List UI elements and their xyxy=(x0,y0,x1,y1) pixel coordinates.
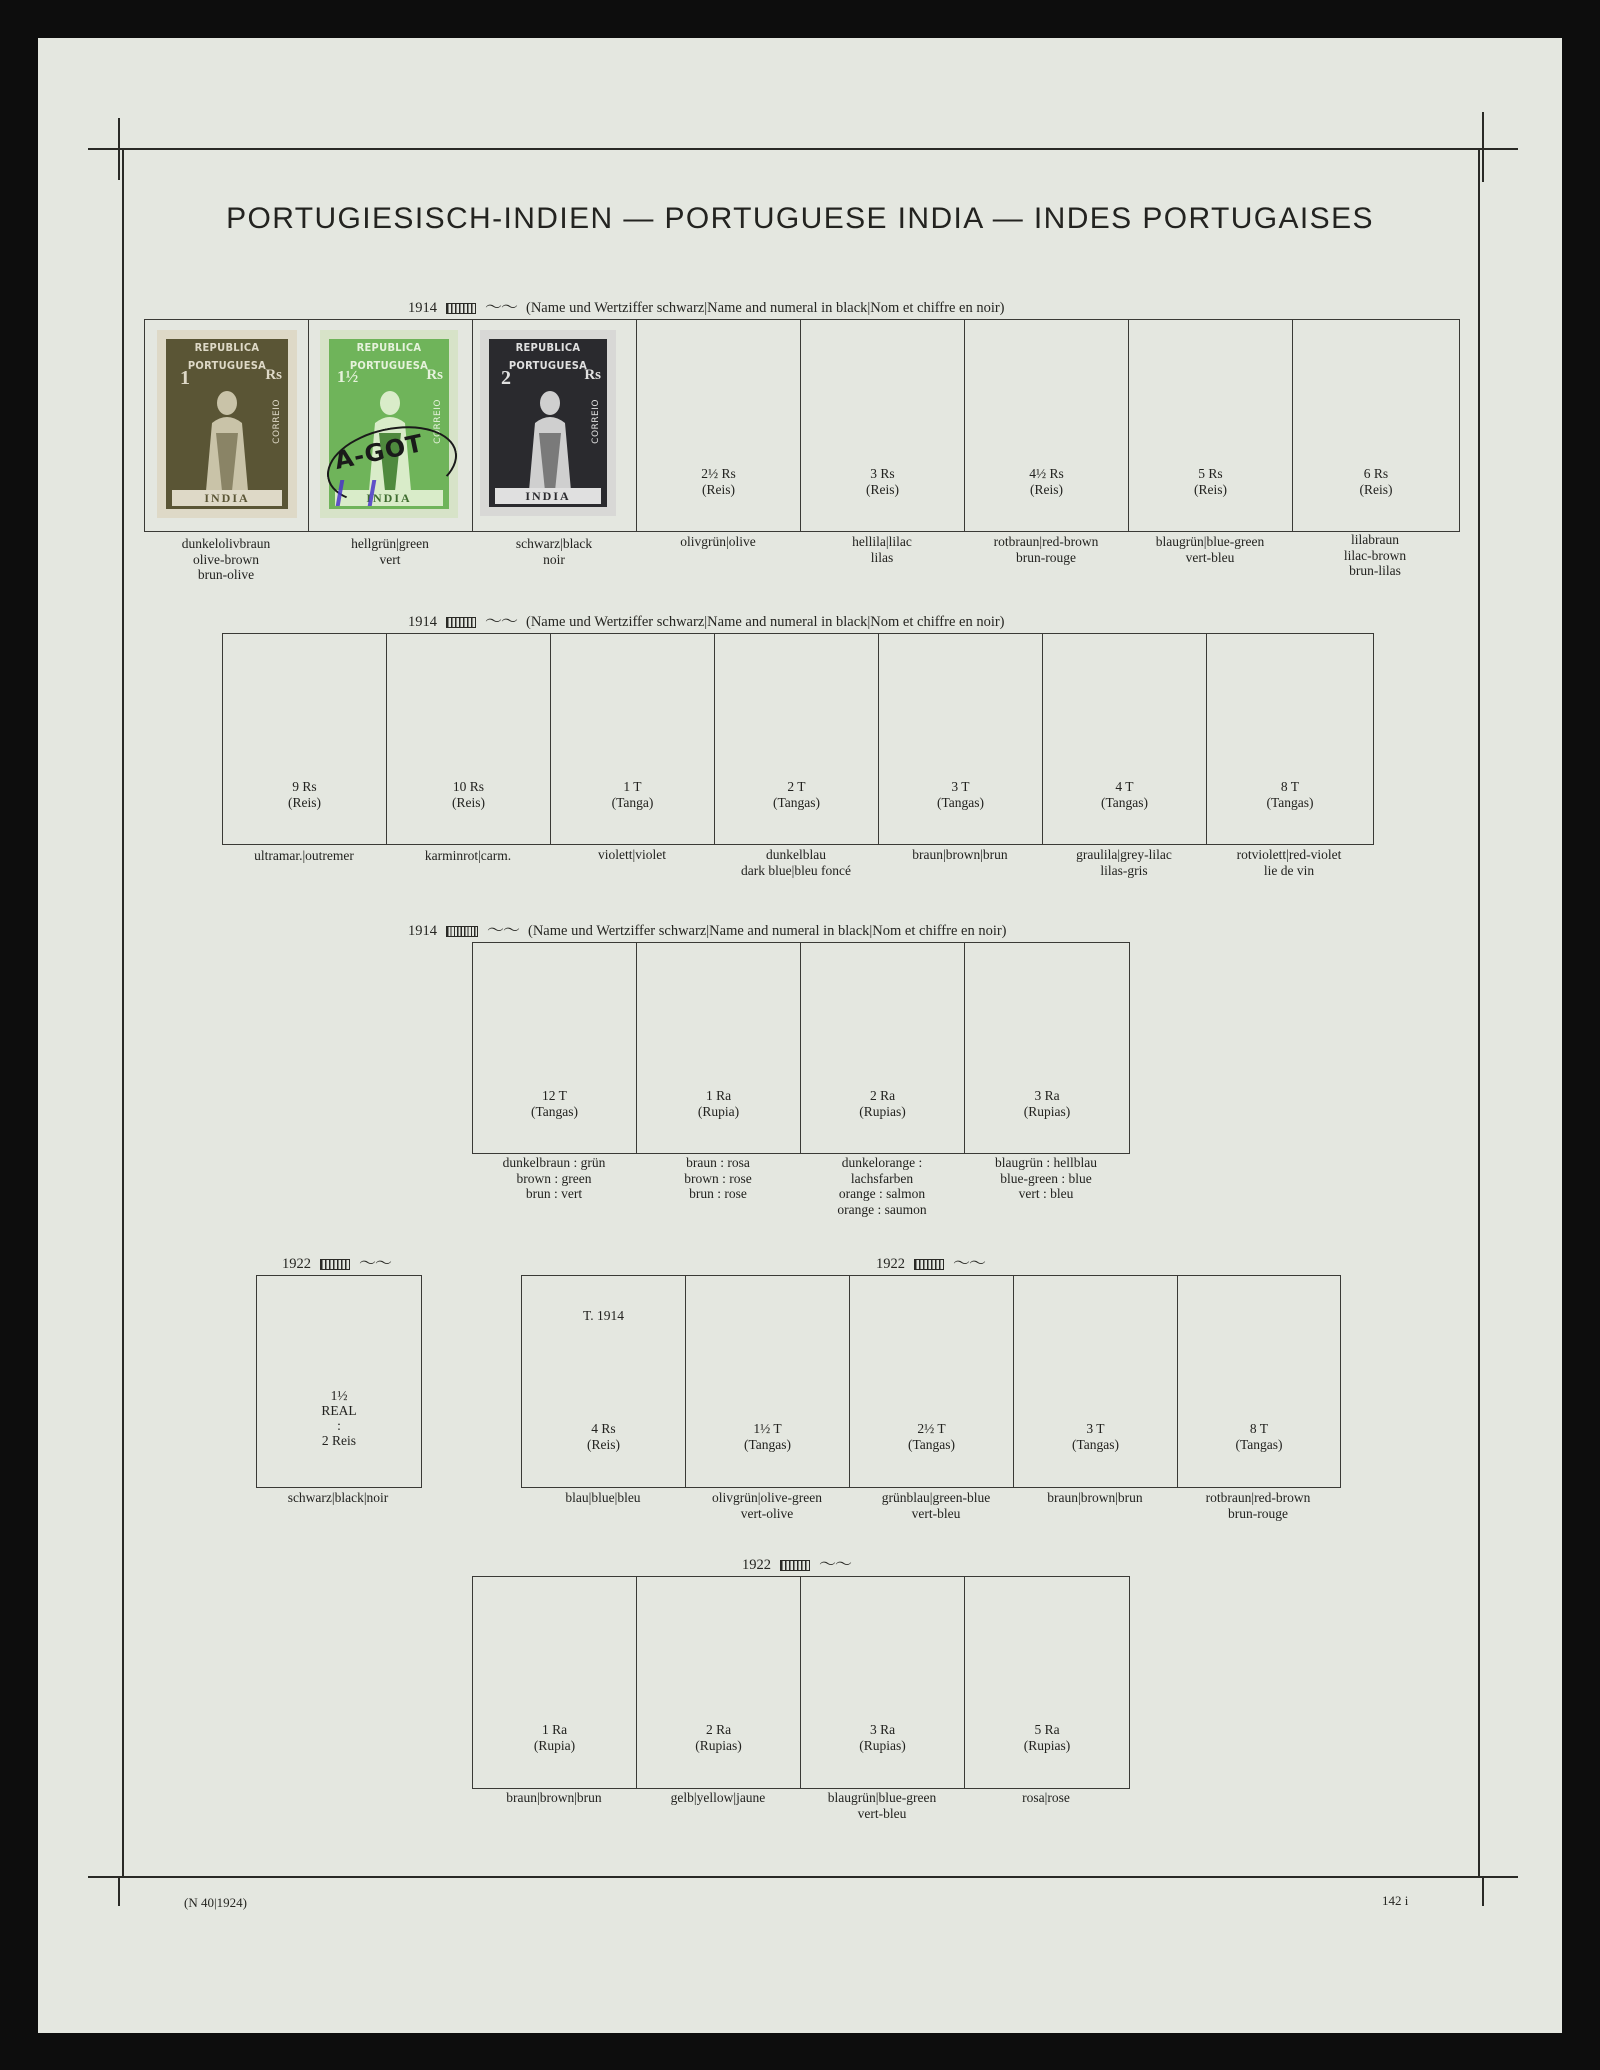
color-label: ultramar.|outremer xyxy=(254,848,354,863)
right-rule-top xyxy=(1482,112,1484,182)
catalog-reference: (N 40|1924) xyxy=(184,1895,247,1910)
stamp-value: 1 Ra (Rupia) xyxy=(697,1088,740,1119)
stamp-slot[interactable] xyxy=(965,320,1129,531)
color-label: blau|blue|bleu xyxy=(565,1490,641,1505)
stamp-value: 3 T (Tangas) xyxy=(936,779,985,810)
stamp-slot[interactable] xyxy=(1178,1276,1340,1487)
color-label: braun|brown|brun xyxy=(912,847,1008,862)
section-year: 1922 xyxy=(282,1256,311,1272)
perforation-gauge-icon xyxy=(914,1259,944,1270)
stamp-side-text: CORREIO xyxy=(591,399,601,444)
stamp-value: 1½ T (Tangas) xyxy=(743,1421,792,1452)
stamp-value: 12 T (Tangas) xyxy=(530,1088,579,1119)
type-reference: T. 1914 xyxy=(583,1308,624,1323)
color-label: blaugrün : hellblau blue-green : blue vert : bleu xyxy=(995,1155,1097,1201)
stamp-ceres-2rs[interactable] xyxy=(480,330,616,516)
perforation-gauge-icon xyxy=(446,303,476,314)
color-label: braun : rosa brown : rose brun : rose xyxy=(684,1155,752,1201)
stamp-value: 6 Rs (Reis) xyxy=(1359,466,1393,497)
color-label: karminrot|carm. xyxy=(424,848,512,863)
right-rule-bottom xyxy=(1482,1876,1484,1906)
color-label: blaugrün|blue-green vert-bleu xyxy=(827,1790,937,1821)
color-label: olivgrün|olive-green vert-olive xyxy=(712,1490,822,1521)
stamp-slot[interactable] xyxy=(801,320,965,531)
stamp-slot[interactable] xyxy=(257,1276,421,1487)
color-label: dunkelorange : lachsfarben orange : salmon orange : saumon xyxy=(837,1155,927,1217)
color-label: schwarz|black|noir xyxy=(287,1490,389,1505)
stamp-slot[interactable] xyxy=(1014,1276,1178,1487)
stamp-value: 2 T (Tangas) xyxy=(772,779,821,810)
color-label: olivgrün|olive xyxy=(680,534,756,549)
page-title: PORTUGIESISCH-INDIEN — PORTUGUESE INDIA — INDES PORTUGAISES xyxy=(226,202,1374,235)
right-rule xyxy=(1478,148,1480,1876)
stamp-header: REPUBLICA PORTUGUESA xyxy=(349,341,429,372)
stamp-numeral: 2 xyxy=(501,367,511,389)
stamp-value: 2½ Rs (Reis) xyxy=(701,466,736,497)
stamp-slot[interactable] xyxy=(965,1577,1129,1788)
stamp-value: 3 Ra (Rupias) xyxy=(859,1722,906,1753)
section-year: 1914 xyxy=(408,300,437,316)
section-header xyxy=(408,923,1007,939)
section-header xyxy=(876,1256,985,1272)
section-year: 1914 xyxy=(408,923,437,939)
color-label: rotviolett|red-violet lie de vin xyxy=(1236,847,1342,878)
wavy-watermark-icon: 〜〜 xyxy=(819,1555,851,1574)
color-label: lilabraun lilac-brown brun-lilas xyxy=(1343,532,1407,578)
stamp-row xyxy=(521,1275,1341,1488)
color-label: rotbraun|red-brown brun-rouge xyxy=(993,534,1099,565)
stamp-value: 8 T (Tangas) xyxy=(1266,779,1314,810)
color-label: graulila|grey-lilac lilas-gris xyxy=(1076,847,1172,878)
stamp-header: REPUBLICA PORTUGUESA xyxy=(508,341,588,372)
ceres-figure-icon xyxy=(509,383,591,493)
perforation-gauge-icon xyxy=(780,1560,810,1571)
stamp-slot[interactable] xyxy=(223,634,387,844)
stamp-value: 2 Ra (Rupias) xyxy=(859,1088,906,1119)
section-header xyxy=(282,1256,391,1272)
stamp-country: INDIA xyxy=(495,488,601,504)
stamp-value: 1½ REAL : 2 Reis xyxy=(321,1388,357,1448)
top-rule xyxy=(88,148,1518,150)
stamp-country: INDIA xyxy=(172,490,282,506)
section-note: (Name und Wertziffer schwarz|Name and numeral in black|Nom et chiffre en noir) xyxy=(526,614,1005,630)
page-number: 142 i xyxy=(1382,1893,1409,1908)
stamp-slot[interactable] xyxy=(686,1276,850,1487)
color-label: schwarz|black noir xyxy=(515,536,593,567)
stamp-row xyxy=(472,1576,1130,1789)
stamp-value: 3 Ra (Rupias) xyxy=(1023,1088,1071,1119)
stamp-ceres-1-5rs[interactable] xyxy=(320,330,458,518)
stamp-value: 4 T (Tangas) xyxy=(1100,779,1149,810)
color-label: braun|brown|brun xyxy=(1047,1490,1143,1505)
stamp-slot[interactable] xyxy=(1043,634,1207,844)
stamp-value: 10 Rs (Reis) xyxy=(452,779,485,810)
wavy-watermark-icon: 〜〜 xyxy=(485,612,517,631)
color-label: violett|violet xyxy=(598,847,666,862)
ceres-figure-icon xyxy=(186,383,268,493)
color-label: hellgrün|green vert xyxy=(351,536,429,567)
stamp-slot[interactable] xyxy=(715,634,879,844)
left-rule xyxy=(122,148,124,1876)
stamp-side-text: CORREIO xyxy=(272,399,282,444)
stamp-slot[interactable] xyxy=(850,1276,1014,1487)
stamp-row xyxy=(222,633,1374,845)
stamp-value: 4½ Rs (Reis) xyxy=(1029,466,1064,497)
section-note: (Name und Wertziffer schwarz|Name and numeral in black|Nom et chiffre en noir) xyxy=(526,300,1005,316)
stamp-header: REPUBLICA PORTUGUESA xyxy=(187,341,267,372)
wavy-watermark-icon: 〜〜 xyxy=(487,921,519,940)
stamp-value: 2 Ra (Rupias) xyxy=(695,1722,742,1753)
color-label: grünblau|green-blue vert-bleu xyxy=(881,1490,991,1521)
stamp-value: 1 T (Tanga) xyxy=(611,779,654,810)
stamp-slot[interactable] xyxy=(1129,320,1293,531)
stamp-slot[interactable] xyxy=(637,943,801,1153)
pen-cancel xyxy=(336,480,377,506)
stamp-slot[interactable] xyxy=(637,320,801,531)
color-label: blaugrün|blue-green vert-bleu xyxy=(1155,534,1265,565)
color-label: dunkelolivbraun olive-brown brun-olive xyxy=(181,536,271,582)
perforation-gauge-icon xyxy=(446,926,478,937)
stamp-value: 1 Ra (Rupia) xyxy=(533,1722,576,1753)
stamp-slot[interactable] xyxy=(522,1276,686,1487)
stamp-slot[interactable] xyxy=(473,1577,637,1788)
color-label: dunkelbraun : grün brown : green brun : vert xyxy=(502,1155,606,1201)
stamp-side-text: CORREIO xyxy=(433,399,443,444)
left-rule-bottom xyxy=(118,1876,120,1906)
stamp-row xyxy=(472,942,1130,1154)
stamp-numeral: 1½ xyxy=(337,367,359,386)
section-note: (Name und Wertziffer schwarz|Name and numeral in black|Nom et chiffre en noir) xyxy=(528,923,1007,939)
stamp-slot[interactable] xyxy=(1293,320,1459,531)
wavy-watermark-icon: 〜〜 xyxy=(359,1254,391,1273)
postmark-text: A-GOT xyxy=(332,428,426,476)
stamp-slot[interactable] xyxy=(551,634,715,844)
section-header xyxy=(742,1557,851,1573)
stamp-slot[interactable] xyxy=(473,943,637,1153)
stamp-slot[interactable] xyxy=(965,943,1129,1153)
left-rule-top xyxy=(118,118,120,180)
color-label: gelb|yellow|jaune xyxy=(670,1790,766,1805)
stamp-value: 8 T (Tangas) xyxy=(1235,1421,1283,1452)
stamp-slot[interactable] xyxy=(879,634,1043,844)
color-label: dunkelblau dark blue|bleu foncé xyxy=(741,847,851,878)
stamp-slot[interactable] xyxy=(801,943,965,1153)
color-label: hellila|lilac lilas xyxy=(852,534,912,565)
color-label: rotbraun|red-brown brun-rouge xyxy=(1205,1490,1311,1521)
section-year: 1922 xyxy=(876,1256,905,1272)
stamp-currency: Rs xyxy=(265,367,282,383)
stamp-value: 2½ T (Tangas) xyxy=(907,1421,956,1452)
color-label: rosa|rose xyxy=(1022,1790,1070,1805)
stamp-row xyxy=(256,1275,422,1488)
perforation-gauge-icon xyxy=(446,617,476,628)
section-year: 1914 xyxy=(408,614,437,630)
stamp-value: 4 Rs (Reis) xyxy=(587,1421,620,1452)
section-year: 1922 xyxy=(742,1557,771,1573)
wavy-watermark-icon: 〜〜 xyxy=(953,1254,985,1273)
section-header xyxy=(408,614,1005,630)
wavy-watermark-icon: 〜〜 xyxy=(485,298,517,317)
perforation-gauge-icon xyxy=(320,1259,350,1270)
stamp-slot[interactable] xyxy=(637,1577,801,1788)
stamp-value: 5 Ra (Rupias) xyxy=(1023,1722,1071,1753)
stamp-slot[interactable] xyxy=(387,634,551,844)
stamp-value: 9 Rs (Reis) xyxy=(288,779,321,810)
bottom-rule xyxy=(88,1876,1518,1878)
stamp-value: 3 T (Tangas) xyxy=(1071,1421,1120,1452)
color-label: braun|brown|brun xyxy=(506,1790,602,1805)
stamp-numeral: 1 xyxy=(180,367,190,389)
stamp-currency: Rs xyxy=(426,367,443,383)
stamp-value: 5 Rs (Reis) xyxy=(1194,466,1227,497)
stamp-country: INDIA xyxy=(335,490,443,506)
section-header xyxy=(408,300,1005,316)
stamp-value: 3 Rs (Reis) xyxy=(866,466,899,497)
stamp-ceres-1rs[interactable] xyxy=(157,330,297,518)
stamp-slot[interactable] xyxy=(1207,634,1373,844)
stamp-currency: Rs xyxy=(584,367,601,383)
stamp-slot[interactable] xyxy=(801,1577,965,1788)
